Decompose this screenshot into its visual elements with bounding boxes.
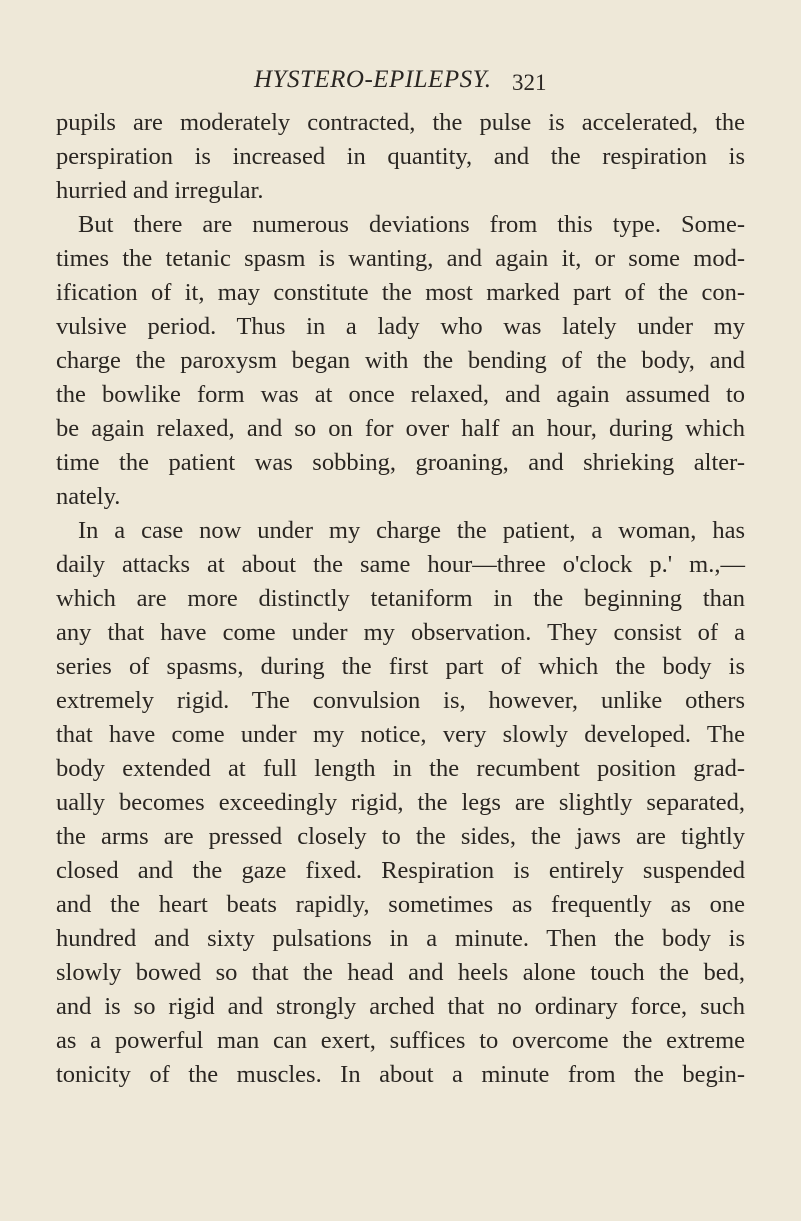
text-line: tonicity of the muscles. In about a minute from the begin- bbox=[56, 1061, 745, 1088]
running-header bbox=[0, 66, 801, 106]
running-title: HYSTERO-EPILEPSY. bbox=[254, 66, 492, 93]
text-line: as a powerful man can exert, suffices to overcome the extreme bbox=[56, 1027, 745, 1054]
text-line: hurried and irregular. bbox=[56, 177, 264, 204]
text-line: body extended at full length in the recumbent position grad- bbox=[56, 755, 745, 782]
text-line: vulsive period. Thus in a lady who was lately under my bbox=[56, 313, 745, 340]
text-line: time the patient was sobbing, groaning, and shrieking alter- bbox=[56, 449, 745, 476]
text-line: that have come under my notice, very slowly developed. The bbox=[56, 721, 745, 748]
text-line: closed and the gaze fixed. Respiration is entirely suspended bbox=[56, 857, 745, 884]
text-line: the bowlike form was at once relaxed, and again assumed to bbox=[56, 381, 745, 408]
text-line: perspiration is increased in quantity, and the respiration is bbox=[56, 143, 745, 170]
text-line: pupils are moderately contracted, the pulse is accelerated, the bbox=[56, 109, 745, 136]
text-line: In a case now under my charge the patient, a woman, has bbox=[78, 517, 745, 544]
text-line: times the tetanic spasm is wanting, and again it, or some mod- bbox=[56, 245, 745, 272]
text-line: series of spasms, during the first part of which the body is bbox=[56, 653, 745, 680]
text-line: ification of it, may constitute the most marked part of the con- bbox=[56, 279, 745, 306]
text-line: and is so rigid and strongly arched that no ordinary force, such bbox=[56, 993, 745, 1020]
text-line: extremely rigid. The convulsion is, however, unlike others bbox=[56, 687, 745, 714]
text-line: charge the paroxysm began with the bending of the body, and bbox=[56, 347, 745, 374]
page-number: 321 bbox=[512, 70, 547, 95]
text-line: and the heart beats rapidly, sometimes as frequently as one bbox=[56, 891, 745, 918]
text-line: But there are numerous deviations from this type. Some- bbox=[78, 211, 745, 238]
text-line: any that have come under my observation. They consist of a bbox=[56, 619, 745, 646]
text-line: ually becomes exceedingly rigid, the legs are slightly separated, bbox=[56, 789, 745, 816]
text-line: slowly bowed so that the head and heels alone touch the bed, bbox=[56, 959, 745, 986]
text-line: which are more distinctly tetaniform in the beginning than bbox=[56, 585, 745, 612]
text-line: be again relaxed, and so on for over half an hour, during which bbox=[56, 415, 745, 442]
text-line: hundred and sixty pulsations in a minute. Then the body is bbox=[56, 925, 745, 952]
text-line: daily attacks at about the same hour—three o'clock p.' m.,— bbox=[56, 551, 745, 578]
text-line: the arms are pressed closely to the sides, the jaws are tightly bbox=[56, 823, 745, 850]
text-line: nately. bbox=[56, 483, 121, 510]
